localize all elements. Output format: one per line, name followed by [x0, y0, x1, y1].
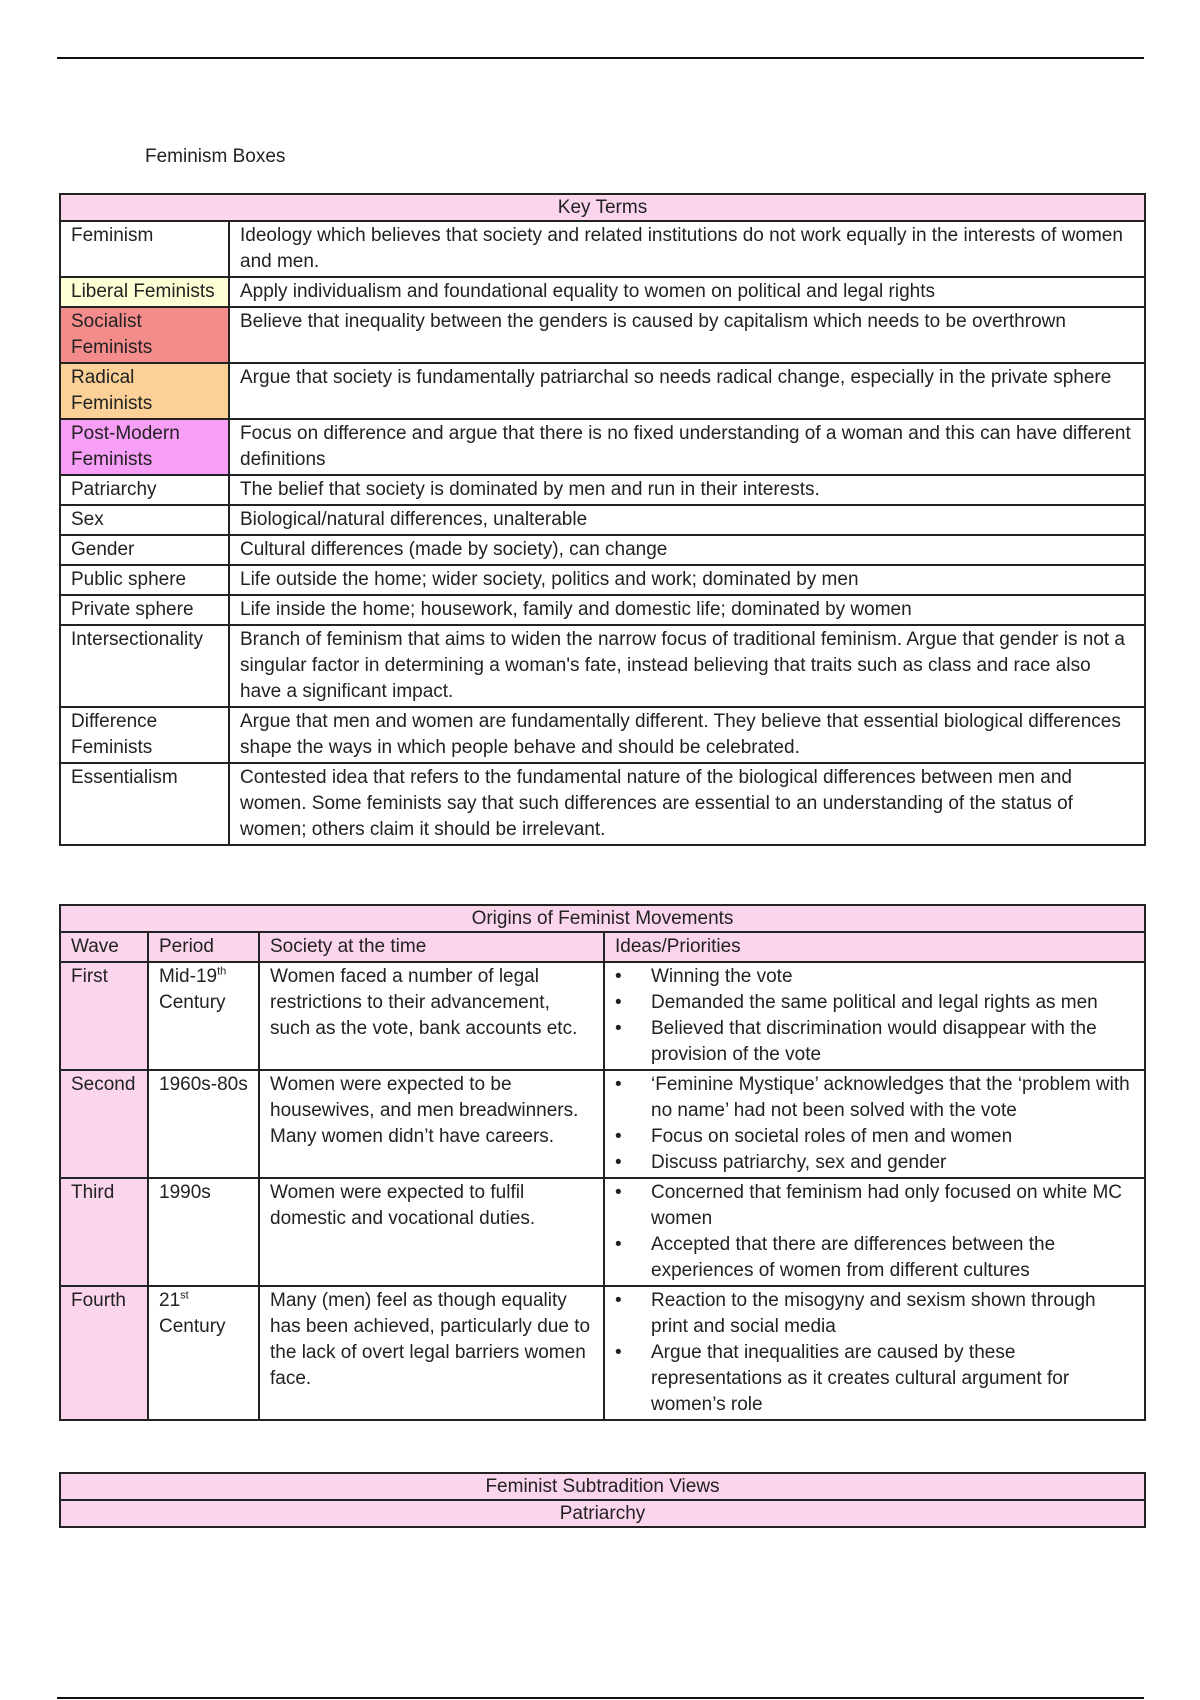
key-term-definition: Life inside the home; housework, family and domestic life; dominated by women [229, 595, 1145, 625]
idea-item: • Concerned that feminism had only focused on white MC women [615, 1180, 1134, 1232]
wave-cell: First [60, 962, 148, 1070]
subtradition-caption: Feminist Subtradition Views [60, 1473, 1145, 1500]
key-term-definition: Life outside the home; wider society, politics and work; dominated by men [229, 565, 1145, 595]
bottom-rule [57, 1697, 1144, 1699]
key-term-row [60, 221, 1145, 277]
society-cell: Women faced a number of legal restrictions to their advancement, such as the vote, bank accounts etc. [259, 962, 604, 1070]
ideas-cell [604, 1178, 1145, 1286]
ideas-list [615, 1072, 1134, 1176]
idea-item: • Discuss patriarchy, sex and gender [615, 1150, 1134, 1176]
society-cell: Women were expected to be housewives, and men breadwinners. Many women didn’t have careers. [259, 1070, 604, 1178]
period-cell [148, 962, 259, 1070]
ideas-cell [604, 1070, 1145, 1178]
wave-cell: Second [60, 1070, 148, 1178]
page-title: Feminism Boxes [145, 146, 286, 167]
key-term-row [60, 505, 1145, 535]
key-term-row [60, 419, 1145, 475]
key-term-name: Radical Feminists [60, 363, 229, 419]
origins-table [59, 904, 1146, 1421]
wave-cell: Third [60, 1178, 148, 1286]
period-cell [148, 1070, 259, 1178]
period-header: Period [148, 932, 259, 962]
key-term-name: Difference Feminists [60, 707, 229, 763]
key-term-row [60, 277, 1145, 307]
idea-item: • Reaction to the misogyny and sexism shown through print and social media [615, 1288, 1134, 1340]
key-term-definition: Argue that society is fundamentally patriarchal so needs radical change, especially in the private sphere [229, 363, 1145, 419]
period-cell [148, 1178, 259, 1286]
key-terms-table [59, 193, 1146, 846]
key-term-name: Public sphere [60, 565, 229, 595]
idea-item: • Focus on societal roles of men and women [615, 1124, 1134, 1150]
origins-row [60, 1286, 1145, 1420]
top-rule [57, 57, 1144, 59]
ideas-header: Ideas/Priorities [604, 932, 1145, 962]
key-term-name: Socialist Feminists [60, 307, 229, 363]
idea-item: • Demanded the same political and legal rights as men [615, 990, 1134, 1016]
key-term-name: Patriarchy [60, 475, 229, 505]
origins-row [60, 962, 1145, 1070]
key-term-definition: Biological/natural differences, unalterable [229, 505, 1145, 535]
ideas-list [615, 964, 1134, 1068]
key-term-row [60, 535, 1145, 565]
idea-item: • Winning the vote [615, 964, 1134, 990]
wave-header: Wave [60, 932, 148, 962]
society-cell: Many (men) feel as though equality has been achieved, particularly due to the lack of overt legal barriers women face. [259, 1286, 604, 1420]
key-term-row [60, 763, 1145, 845]
period-text: 21 [159, 1290, 181, 1311]
period-suffix: th [217, 965, 227, 978]
wave-cell: Fourth [60, 1286, 148, 1420]
idea-item: • Believed that discrimination would disappear with the provision of the vote [615, 1016, 1134, 1068]
key-term-definition: The belief that society is dominated by men and run in their interests. [229, 475, 1145, 505]
key-term-name: Liberal Feminists [60, 277, 229, 307]
key-term-name: Sex [60, 505, 229, 535]
ideas-list [615, 1180, 1134, 1284]
ideas-cell [604, 1286, 1145, 1420]
origins-header-row [60, 932, 1145, 962]
period-text: 1960s-80s [159, 1074, 248, 1095]
idea-item: • Accepted that there are differences between the experiences of women from different cultures [615, 1232, 1134, 1284]
key-term-name: Intersectionality [60, 625, 229, 707]
key-term-name: Feminism [60, 221, 229, 277]
key-terms-body [60, 221, 1145, 845]
period-text: Mid-19 [159, 966, 218, 987]
key-term-definition: Branch of feminism that aims to widen the narrow focus of traditional feminism. Argue that gender is not a singular factor in determining a woman's fate, instead believing that traits such as class and race also have a significant impact. [229, 625, 1145, 707]
idea-item: • Argue that inequalities are caused by these representations as it creates cultural argument for women’s role [615, 1340, 1134, 1418]
key-term-definition: Contested idea that refers to the fundamental nature of the biological differences between men and women. Some feminists say that such differences are essential to an understanding of the status of women; others claim it should be irrelevant. [229, 763, 1145, 845]
key-term-definition: Ideology which believes that society and related institutions do not work equally in the interests of women and men. [229, 221, 1145, 277]
key-term-definition: Cultural differences (made by society), can change [229, 535, 1145, 565]
idea-item: • ‘Feminine Mystique’ acknowledges that the ‘problem with no name’ had not been solved with the vote [615, 1072, 1134, 1124]
period-text: 1990s [159, 1182, 211, 1203]
society-header: Society at the time [259, 932, 604, 962]
ideas-list [615, 1288, 1134, 1418]
key-term-definition: Argue that men and women are fundamentally different. They believe that essential biological differences shape the ways in which people behave and should be celebrated. [229, 707, 1145, 763]
key-term-row [60, 565, 1145, 595]
society-cell: Women were expected to fulfil domestic and vocational duties. [259, 1178, 604, 1286]
period-rest: Century [159, 1316, 226, 1337]
key-term-row [60, 307, 1145, 363]
period-cell [148, 1286, 259, 1420]
key-term-name: Private sphere [60, 595, 229, 625]
key-term-name: Post-Modern Feminists [60, 419, 229, 475]
period-rest: Century [159, 992, 226, 1013]
origins-body [60, 962, 1145, 1420]
key-term-definition: Focus on difference and argue that there is no fixed understanding of a woman and this can have different definitions [229, 419, 1145, 475]
subtradition-subcaption: Patriarchy [60, 1500, 1145, 1527]
key-terms-caption: Key Terms [60, 194, 1145, 221]
period-suffix: st [180, 1289, 189, 1302]
key-term-name: Essentialism [60, 763, 229, 845]
key-term-row [60, 625, 1145, 707]
key-term-row [60, 363, 1145, 419]
origins-caption: Origins of Feminist Movements [60, 905, 1145, 932]
key-term-definition: Believe that inequality between the genders is caused by capitalism which needs to be overthrown [229, 307, 1145, 363]
key-term-row [60, 595, 1145, 625]
key-term-row [60, 707, 1145, 763]
key-term-definition: Apply individualism and foundational equality to women on political and legal rights [229, 277, 1145, 307]
ideas-cell [604, 962, 1145, 1070]
origins-row [60, 1070, 1145, 1178]
key-term-name: Gender [60, 535, 229, 565]
key-term-row [60, 475, 1145, 505]
origins-row [60, 1178, 1145, 1286]
subtradition-table [59, 1472, 1146, 1528]
